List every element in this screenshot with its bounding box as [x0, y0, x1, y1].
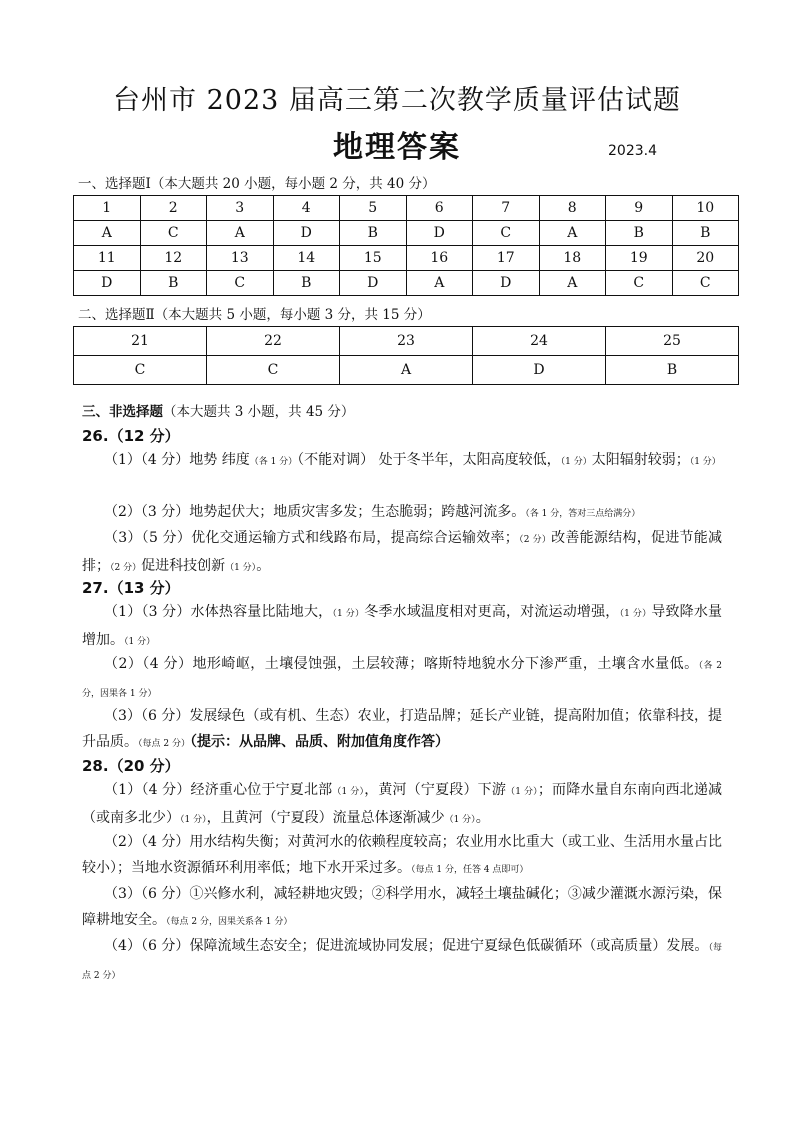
answer-text: ；而降水量自东南向西北递减（或南多北少） — [82, 782, 723, 826]
table-cell: B — [672, 221, 739, 246]
answer-text: 太阳辐射较弱； — [591, 452, 690, 468]
section2-heading: 二、选择题Ⅱ（本大题共 5 小题，每小题 3 分，共 15 分） — [78, 307, 431, 323]
table-cell: C — [140, 221, 207, 246]
table-row — [74, 356, 739, 385]
score-note: （每点 2 分） — [82, 943, 722, 981]
q26-answer-2 — [82, 499, 722, 527]
q28-answer-4 — [82, 933, 722, 989]
score-note: （1 分） — [444, 815, 476, 825]
table-cell: 1 — [74, 196, 141, 221]
table-cell: 21 — [74, 327, 207, 356]
table-cell: B — [273, 271, 340, 296]
table-cell: 7 — [473, 196, 540, 221]
answer-text: 促进科技创新 — [141, 558, 226, 574]
table-cell: D — [74, 271, 141, 296]
document-date: 2023.4 — [608, 143, 657, 159]
document-subtitle: 地理答案 — [333, 130, 461, 165]
table-cell: A — [406, 271, 473, 296]
answer-text: （1）（4 分）经济重心位于宁夏北部 — [104, 782, 333, 798]
table-cell: 25 — [606, 327, 739, 356]
score-note: （各 1 分，答对三点给满分） — [525, 509, 641, 519]
score-note: （2 分） — [518, 535, 552, 545]
q26-answer-1 — [82, 447, 722, 475]
answer-text: 。 — [256, 558, 271, 574]
table-cell: 13 — [207, 246, 274, 271]
table-cell: 17 — [473, 246, 540, 271]
score-note: （每点 2 分，因果关系各 1 分） — [166, 917, 293, 927]
score-note: （1 分） — [689, 457, 721, 467]
table-cell: 2 — [140, 196, 207, 221]
answer-text: ，且黄河（宁夏段）流量总体逐渐减少 — [206, 810, 445, 826]
q28-answer-2 — [82, 829, 722, 883]
table-cell: C — [473, 221, 540, 246]
table-row — [74, 196, 739, 221]
answer-table-2 — [73, 326, 739, 385]
answer-table-1 — [73, 195, 739, 296]
q27-answer-2 — [82, 651, 722, 707]
table-cell: 19 — [606, 246, 673, 271]
table-cell: 14 — [273, 246, 340, 271]
table-cell: 15 — [340, 246, 407, 271]
score-note: （1 分） — [619, 609, 652, 619]
table-cell: B — [606, 356, 739, 385]
table-cell: C — [207, 356, 340, 385]
score-note: （每点 1 分，任答 4 点即可） — [411, 865, 529, 875]
score-note: （1 分） — [506, 787, 538, 797]
table-cell: C — [672, 271, 739, 296]
answer-text: （不能对调） 处于冬半年，太阳高度较低， — [297, 452, 561, 468]
q27-answer-1 — [82, 599, 722, 655]
document-title: 台州市 2023 届高三第二次教学质量评估试题 — [113, 85, 681, 116]
answer-text: 导致降水量增加。 — [82, 604, 723, 648]
score-note: （1 分） — [180, 815, 207, 825]
table-cell: 4 — [273, 196, 340, 221]
answer-text: （1）（4 分）地势 纬度 — [104, 452, 250, 468]
table-cell: A — [74, 221, 141, 246]
table-row — [74, 327, 739, 356]
answer-text: （3）（6 分）①兴修水利，减轻耕地灾毁；②科学用水，减轻土壤盐碱化；③减少灌溉水源污染，保障耕地安全。 — [82, 886, 722, 928]
table-cell: C — [606, 271, 673, 296]
table-cell: D — [340, 271, 407, 296]
q26-answer-3 — [82, 525, 722, 581]
section3-heading — [82, 400, 354, 420]
answer-text: 改善能源结构，促进节能减排； — [82, 530, 723, 574]
answer-hint: （提示：从品牌、品质、附加值角度作答） — [189, 734, 449, 750]
table-cell: D — [273, 221, 340, 246]
score-note: （1 分） — [225, 563, 257, 573]
q27-answer-3 — [82, 703, 722, 757]
table-cell: 3 — [207, 196, 274, 221]
score-note: （1 分） — [332, 609, 365, 619]
answer-text: （4）（6 分）保障流域生态安全；促进流域协同发展；促进宁夏绿色低碳循环（或高质量）发展。 — [104, 938, 709, 954]
table-row — [74, 221, 739, 246]
score-note: （各 2 分，因果各 1 分） — [82, 661, 722, 699]
table-cell: 12 — [140, 246, 207, 271]
table-row — [74, 246, 739, 271]
score-note: （1 分） — [560, 457, 592, 467]
section3-heading-rest: （本大题共 3 小题，共 45 分） — [163, 404, 355, 420]
table-cell: 9 — [606, 196, 673, 221]
table-cell: 23 — [340, 327, 473, 356]
table-cell: D — [473, 271, 540, 296]
q27-heading: 27.（13 分） — [82, 579, 180, 597]
score-note: （1 分） — [124, 637, 156, 647]
table-cell: 11 — [74, 246, 141, 271]
answer-text: ，黄河（宁夏段）下游 — [364, 782, 507, 798]
table-cell: 20 — [672, 246, 739, 271]
answer-text: （3）（5 分）优化交通运输方式和线路布局，提高综合运输效率； — [104, 530, 519, 546]
answer-text: （3）（6 分）发展绿色（或有机、生态）农业，打造品牌；延长产业链，提高附加值；依靠科技，提升品质。 — [82, 708, 722, 750]
table-cell: B — [140, 271, 207, 296]
score-note: （1 分） — [332, 787, 365, 797]
table-cell: C — [207, 271, 274, 296]
q28-heading: 28.（20 分） — [82, 757, 180, 775]
table-cell: A — [207, 221, 274, 246]
q26-heading: 26.（12 分） — [82, 427, 180, 445]
score-note: （每点 2 分） — [138, 739, 190, 749]
score-note: （各 1 分） — [249, 457, 298, 467]
table-cell: 18 — [539, 246, 606, 271]
answer-text: 。 — [475, 810, 490, 826]
table-cell: B — [606, 221, 673, 246]
table-cell: D — [473, 356, 606, 385]
table-cell: 10 — [672, 196, 739, 221]
table-cell: 5 — [340, 196, 407, 221]
table-cell: A — [340, 356, 473, 385]
section1-heading: 一、选择题Ⅰ（本大题共 20 小题，每小题 2 分，共 40 分） — [78, 176, 436, 192]
q28-answer-3 — [82, 881, 722, 935]
answer-text: （2）（4 分）地形崎岖，土壤侵蚀强，土层较薄；喀斯特地貌水分下渗严重，土壤含水量低。 — [104, 656, 699, 672]
q28-answer-1 — [82, 777, 722, 833]
score-note: （2 分） — [110, 563, 142, 573]
table-cell: 6 — [406, 196, 473, 221]
table-cell: A — [539, 271, 606, 296]
answer-text: （2）（3 分）地势起伏大；地质灾害多发；生态脆弱；跨越河流多。 — [104, 504, 526, 520]
table-cell: 22 — [207, 327, 340, 356]
section3-heading-bold: 三、非选择题 — [82, 404, 163, 420]
table-cell: 24 — [473, 327, 606, 356]
table-row — [74, 271, 739, 296]
table-cell: C — [74, 356, 207, 385]
table-cell: D — [406, 221, 473, 246]
table-cell: 8 — [539, 196, 606, 221]
table-cell: A — [539, 221, 606, 246]
table-cell: 16 — [406, 246, 473, 271]
answer-text: 冬季水域温度相对更高，对流运动增强， — [364, 604, 620, 620]
answer-text: （2）（4 分）用水结构失衡；对黄河水的依赖程度较高；农业用水比重大（或工业、生活用水量占比较小）；当地水资源循环利用率低；地下水开采过多。 — [82, 834, 722, 876]
answer-text: （1）（3 分）水体热容量比陆地大， — [104, 604, 333, 620]
table-cell: B — [340, 221, 407, 246]
